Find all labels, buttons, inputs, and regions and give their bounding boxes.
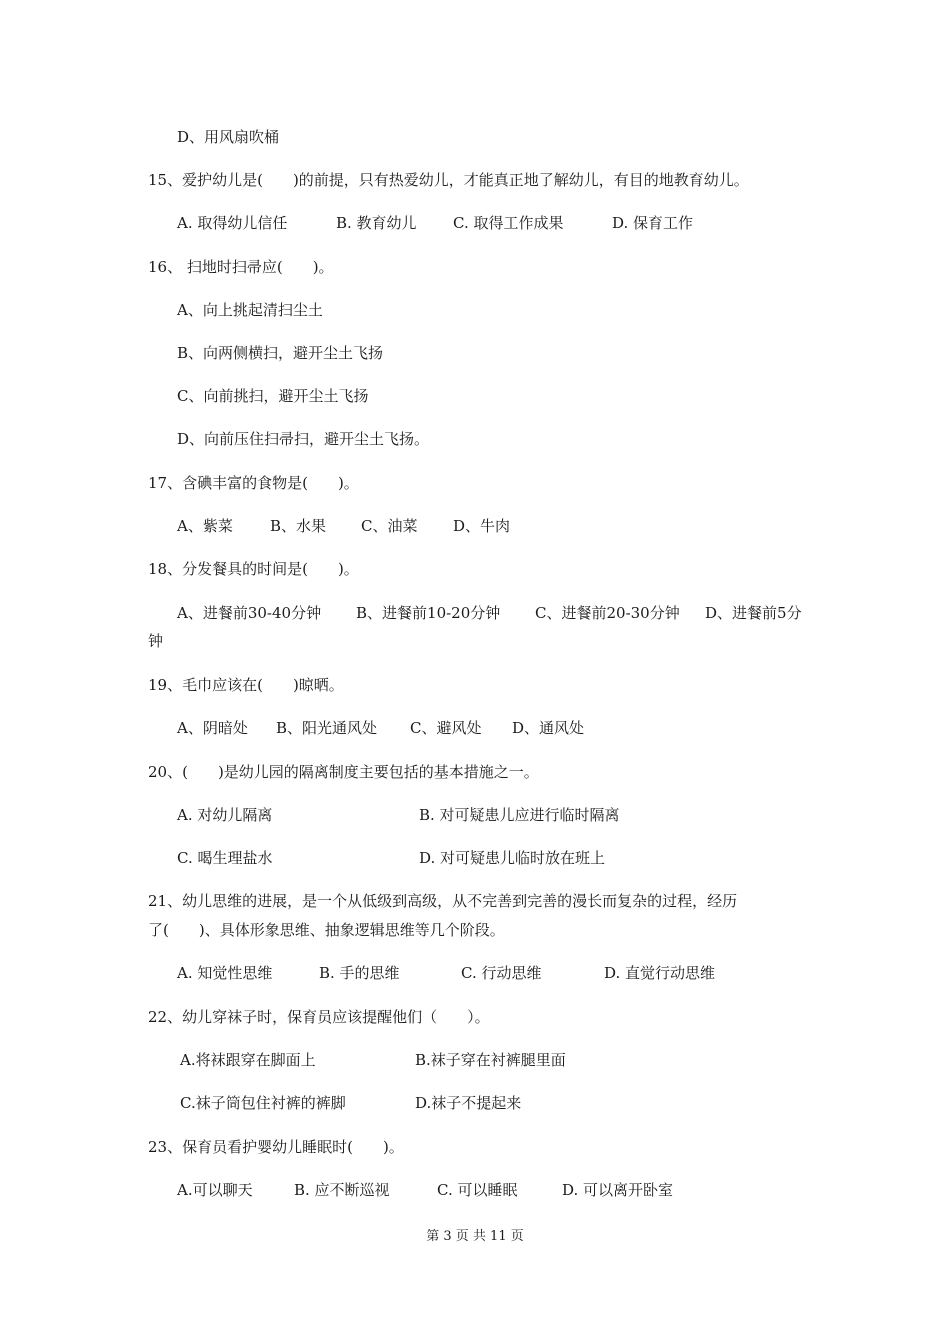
q18-option-d: D、进餐前5分 (705, 604, 802, 622)
q16-option-a: A、向上挑起清扫尘土 (177, 301, 323, 319)
q22-option-c: C.袜子筒包住衬裤的裤脚 (180, 1094, 346, 1112)
q21-option-d: D. 直觉行动思维 (604, 964, 716, 982)
q20-question: 20、( )是幼儿园的隔离制度主要包括的基本措施之一。 (148, 763, 539, 781)
q19-option-b: B、阳光通风处 (276, 719, 378, 737)
q21-option-b: B. 手的思维 (319, 964, 400, 982)
q15-question: 15、爱护幼儿是( )的前提，只有热爱幼儿，才能真正地了解幼儿，有目的地教育幼儿。 (148, 171, 749, 189)
q17-option-a: A、紫菜 (177, 517, 233, 535)
q18-question: 18、分发餐具的时间是( )。 (148, 560, 359, 578)
q15-option-c: C. 取得工作成果 (453, 214, 564, 232)
page-number-footer: 第 3 页 共 11 页 (426, 1229, 524, 1244)
q17-option-d: D、牛肉 (453, 517, 511, 535)
q15-option-a: A. 取得幼儿信任 (177, 214, 288, 232)
q16-question: 16、 扫地时扫帚应( )。 (148, 258, 334, 276)
q18-option-a: A、进餐前30-40分钟 (177, 604, 322, 622)
q23-option-d: D. 可以离开卧室 (562, 1181, 674, 1199)
q15-option-d: D. 保育工作 (612, 214, 694, 232)
q14-option-d: D、用风扇吹桶 (177, 128, 280, 146)
q15-option-b: B. 教育幼儿 (336, 214, 417, 232)
q18-option-c: C、进餐前20-30分钟 (535, 604, 680, 622)
q17-question: 17、含碘丰富的食物是( )。 (148, 474, 359, 492)
q19-option-a: A、阴暗处 (177, 719, 248, 737)
q23-question: 23、保育员看护婴幼儿睡眠时( )。 (148, 1138, 404, 1156)
q16-option-d: D、向前压住扫帚扫，避开尘土飞扬。 (177, 430, 430, 448)
q21-option-c: C. 行动思维 (461, 964, 542, 982)
q21-question-line1: 21、幼儿思维的进展，是一个从低级到高级，从不完善到完善的漫长而复杂的过程，经历 (148, 892, 738, 910)
q23-option-a: A.可以聊天 (177, 1181, 253, 1199)
q21-question-line2: 了( )、具体形象思维、抽象逻辑思维等几个阶段。 (148, 921, 505, 939)
q20-option-a: A. 对幼儿隔离 (177, 806, 273, 824)
q23-option-c: C. 可以睡眠 (437, 1181, 518, 1199)
q21-option-a: A. 知觉性思维 (177, 964, 273, 982)
q19-option-c: C、避风处 (410, 719, 482, 737)
q20-option-d: D. 对可疑患儿临时放在班上 (419, 849, 606, 867)
q22-option-d: D.袜子不提起来 (415, 1094, 522, 1112)
q22-question: 22、幼儿穿袜子时，保育员应该提醒他们（ ）。 (148, 1008, 490, 1026)
q16-option-c: C、向前挑扫，避开尘土飞扬 (177, 387, 369, 405)
q20-option-b: B. 对可疑患儿应进行临时隔离 (419, 806, 620, 824)
q22-option-a: A.将袜跟穿在脚面上 (180, 1051, 316, 1069)
q22-option-b: B.袜子穿在衬裤腿里面 (415, 1051, 566, 1069)
q18-option-b: B、进餐前10-20分钟 (356, 604, 501, 622)
q16-option-b: B、向两侧横扫，避开尘土飞扬 (177, 344, 384, 362)
q19-question: 19、毛巾应该在( )晾晒。 (148, 676, 344, 694)
q23-option-b: B. 应不断巡视 (294, 1181, 390, 1199)
q20-option-c: C. 喝生理盐水 (177, 849, 273, 867)
q18-option-d-wrap: 钟 (148, 632, 164, 650)
q19-option-d: D、通风处 (512, 719, 585, 737)
q17-option-c: C、油菜 (361, 517, 418, 535)
q17-option-b: B、水果 (270, 517, 327, 535)
